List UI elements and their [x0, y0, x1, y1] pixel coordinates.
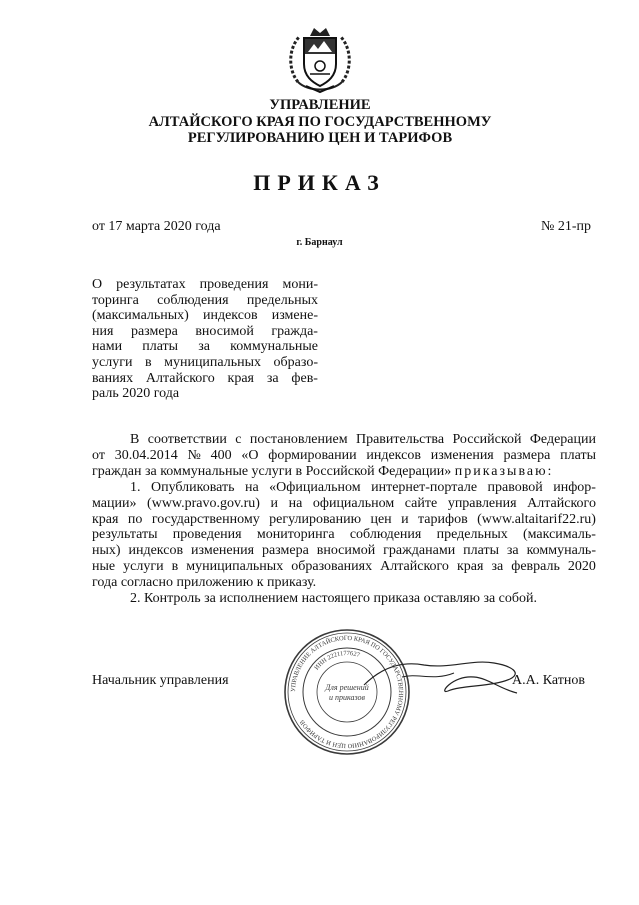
org-line-2: АЛТАЙСКОГО КРАЯ ПО ГОСУДАРСТВЕННОМУ	[148, 113, 492, 130]
subject-line: ния размера вносимой гражда-	[92, 323, 318, 339]
subject-line: раль 2020 года	[92, 386, 180, 402]
stamp-inn-text: ИНН 2221177627	[313, 649, 361, 672]
subject-line: нами платы за коммунальные	[92, 339, 318, 355]
item1-line: края по государственному регулированию цен и тарифов (www.altaitarif22.ru)	[92, 511, 596, 527]
subject-line: услуги в муниципальных образо-	[92, 354, 318, 370]
organization-name	[140, 97, 500, 147]
org-line-1: УПРАВЛЕНИЕ	[269, 97, 371, 113]
preamble-line	[92, 464, 596, 480]
preamble-text: граждан за коммунальные услуги в Российской Федерации»	[92, 463, 452, 479]
decree-word: приказываю:	[454, 463, 554, 479]
subject-line: торинга соблюдения предельных	[92, 292, 318, 308]
item1-line: ных) индексов изменения размера вносимой гражданами платы за коммуналь-	[92, 543, 596, 559]
preamble-line: от 30.04.2014 № 400 «О формировании индексов изменения размера платы	[92, 447, 596, 463]
item1-line: результаты проведения мониторинга соблюдения предельных (максималь-	[92, 527, 596, 543]
stamp-ring-text: УПРАВЛЕНИЕ АЛТАЙСКОГО КРАЯ ПО ГОСУДАРСТВЕННОМУ РЕГУЛИРОВАНИЮ ЦЕН И ТАРИФОВ	[289, 634, 405, 750]
subject-line: О результатах проведения мони-	[92, 277, 318, 292]
item1-line: мации» (www.pravo.gov.ru) и на официальном сайте управления Алтайского	[92, 495, 596, 511]
signer-position: Начальник управления	[92, 673, 229, 688]
subject-line: ваниях Алтайского края за фев-	[92, 370, 318, 386]
coat-of-arms-emblem	[284, 22, 356, 96]
document-title: ПРИКАЗ	[253, 170, 386, 195]
order-date: от 17 марта 2020 года	[92, 219, 221, 234]
order-subject	[92, 277, 318, 402]
item2-line: 2. Контроль за исполнением настоящего приказа оставляю за собой.	[130, 591, 538, 607]
item1-line: 1. Опубликовать на «Официальном интернет-портале правовой инфор-	[130, 479, 596, 495]
stamp-center-line-1: Для решений	[325, 683, 369, 692]
item1-line: ные услуги в муниципальных образованиях Алтайского края за февраль 2020	[92, 559, 596, 575]
signer-name: А.А. Катнов	[512, 673, 585, 688]
item1-line: года согласно приложению к приказу.	[92, 575, 317, 591]
preamble-line: В соответствии с постановлением Правительства Российской Федерации	[130, 432, 596, 447]
order-body	[92, 432, 596, 607]
subject-line: (максимальных) индексов измене-	[92, 308, 318, 324]
order-city: г. Барнаул	[296, 237, 343, 248]
order-number: № 21-пр	[540, 219, 591, 234]
handwritten-signature	[362, 655, 527, 700]
org-line-3: РЕГУЛИРОВАНИЮ ЦЕН И ТАРИФОВ	[187, 130, 453, 146]
stamp-center-line-2: и приказов	[328, 693, 366, 702]
